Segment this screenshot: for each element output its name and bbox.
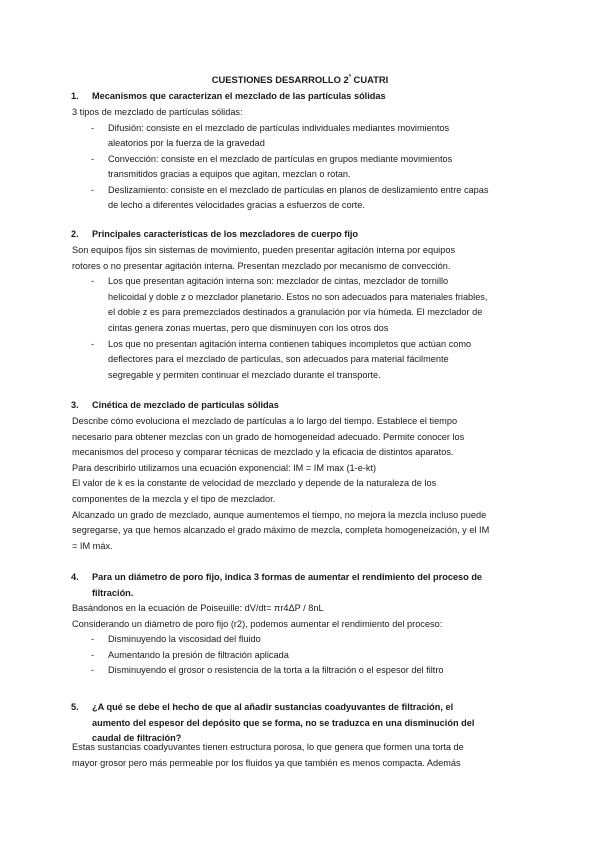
- text-line: = IM máx.: [72, 540, 113, 551]
- text-line: Deslizamiento: consiste en el mezclado de partículas en planos de deslizamiento entre capas: [108, 184, 489, 195]
- text-line: aleatorios por la fuerza de la gravedad: [108, 138, 265, 149]
- bullet-dash: -: [91, 122, 95, 133]
- section-number: 4.: [71, 572, 79, 582]
- document-title: CUESTIONES DESARROLLO $2^º$ CUATRI: [211, 74, 389, 86]
- text-line: segregable y permiten continuar el mezclado durante el transporte.: [108, 369, 381, 380]
- text-line: necesario para obtener mezclas con un grado de homogeneidad adecuado. Permite conocer los: [72, 431, 465, 442]
- section-paragraph: [72, 740, 524, 771]
- bullet-dash: -: [91, 338, 95, 349]
- section-heading: [71, 227, 532, 243]
- text-line: ¿A qué se debe el hecho de que al añadir sustancias coadyuvantes de filtración, el: [92, 702, 454, 712]
- text-line: helicoidal y doble z o mezclador planetario. Estos no son adecuados para materiales friables,: [108, 291, 488, 302]
- bullet-dash: -: [91, 665, 95, 675]
- text-line: cintas genera zonas muertas, pero que disminuyen con los otros dos: [108, 322, 389, 333]
- section-heading: [71, 398, 532, 414]
- text-line: Convección: consiste en el mezclado de partículas en grupos mediante movimientos: [108, 153, 453, 164]
- text-line: Disminuyendo la viscosidad del fluido: [108, 634, 261, 644]
- text-line: Mecanismos que caracterizan el mezclado de las partículas sólidas: [92, 90, 386, 101]
- bullet-item: [91, 152, 524, 183]
- text-line: Considerando un diámetro de poro fijo (r2), podemos aumentar el rendimiento del proceso:: [72, 618, 443, 629]
- section-paragraph: [72, 243, 524, 274]
- text-line: Disminuyendo el grosor o resistencia de la torta a la filtración o el espesor del filtro: [108, 665, 444, 675]
- text-line: 3 tipos de mezclado de partículas sólidas:: [72, 106, 243, 117]
- text-line: Alcanzado un grado de mezclado, aunque aumentemos el tiempo, no mejora la mezcla incluso puede: [72, 509, 487, 520]
- text-line: Aumentando la presión de filtración aplicada: [108, 650, 289, 660]
- section-heading: [71, 570, 532, 601]
- text-line: el doble z es para premezclados destinados a granulación por vía húmeda. El mezclador de: [108, 307, 483, 318]
- text-line: aumento del espesor del depósito que se forma, no se traduzca en una disminución del: [92, 717, 475, 728]
- section-number: 3.: [71, 400, 79, 410]
- text-line: Basándonos en la ecuación de Poiseuille: dV/dt= πr4ΔP / 8nL: [72, 603, 324, 613]
- text-line: Los que no presentan agitación interna contienen tabiques incompletos que actúan como: [108, 338, 472, 349]
- section-number: 1.: [71, 90, 79, 101]
- bullet-item: [91, 274, 524, 336]
- text-line: segregarse, ya que hemos alcanzado el grado máximo de mezcla, completa homogeneización, y el IM: [72, 525, 490, 536]
- bullet-item: [91, 663, 524, 679]
- bullet-item: [91, 648, 524, 664]
- bullet-dash: -: [91, 276, 95, 286]
- text-line: caudal de filtración?: [92, 733, 182, 744]
- text-line: rotores o no presentar agitación interna. Presentan mezclado por mecanismo de convección.: [72, 260, 451, 271]
- section-heading: [71, 89, 532, 105]
- text-line: Para un diámetro de poro fijo, indica 3 formas de aumentar el rendimiento del proceso de: [92, 572, 483, 582]
- text-line: El valor de k es la constante de velocidad de mezclado y depende de la naturaleza de los: [72, 478, 437, 489]
- text-line: filtración.: [92, 587, 134, 598]
- text-line: transmitidos gracias a equipos que agitan, mezclan o rotan.: [108, 169, 351, 180]
- text-line: Principales características de los mezcladores de cuerpo fijo: [92, 229, 359, 239]
- bullet-item: [91, 632, 524, 648]
- section-paragraph: [72, 105, 524, 121]
- bullet-item: [91, 121, 524, 152]
- bullet-dash: -: [91, 634, 95, 644]
- section-paragraph: [72, 601, 524, 632]
- text-line: componentes de la mezcla y el tipo de mezclador.: [72, 493, 276, 504]
- text-line: mecanismos del proceso y comparar técnicas de mezclado y la eficacia de distintos aparatos.: [72, 447, 454, 458]
- text-line: Para describirlo utilizamos una ecuación exponencial: IM = IM max (1-e-kt): [72, 462, 377, 473]
- section-number: 5.: [71, 702, 79, 712]
- text-line: Cinética de mezclado de partículas sólidas: [92, 400, 279, 410]
- text-line: Describe cómo evoluciona el mezclado de partículas a lo largo del tiempo. Establece el tiempo: [72, 416, 458, 426]
- section-number: 2.: [71, 229, 79, 239]
- text-line: Son equipos fijos sin sistemas de movimiento, pueden presentar agitación interna por equipos: [72, 245, 456, 255]
- bullet-dash: -: [91, 184, 95, 195]
- text-line: de lecho a diferentes velocidades gracias a esfuerzos de corte.: [108, 200, 365, 211]
- text-line: Difusión: consiste en el mezclado de partículas individuales mediantes movimientos: [108, 122, 450, 133]
- bullet-item: [91, 337, 524, 384]
- text-line: deflectores para el mezclado de partículas, son adecuados para material fácilmente: [108, 354, 449, 365]
- text-line: mayor grosor pero más permeable por los fluidos ya que también es menos compacta. Además: [72, 757, 461, 768]
- bullet-dash: -: [91, 153, 95, 164]
- text-line: Estas sustancias coadyuvantes tienen estructura porosa, lo que genera que formen una torta de: [72, 742, 464, 752]
- section-paragraph: [72, 414, 524, 554]
- bullet-item: [91, 183, 524, 214]
- bullet-dash: -: [91, 650, 95, 660]
- text-line: Los que presentan agitación interna son: mezclador de cintas, mezclador de tornillo: [108, 276, 449, 286]
